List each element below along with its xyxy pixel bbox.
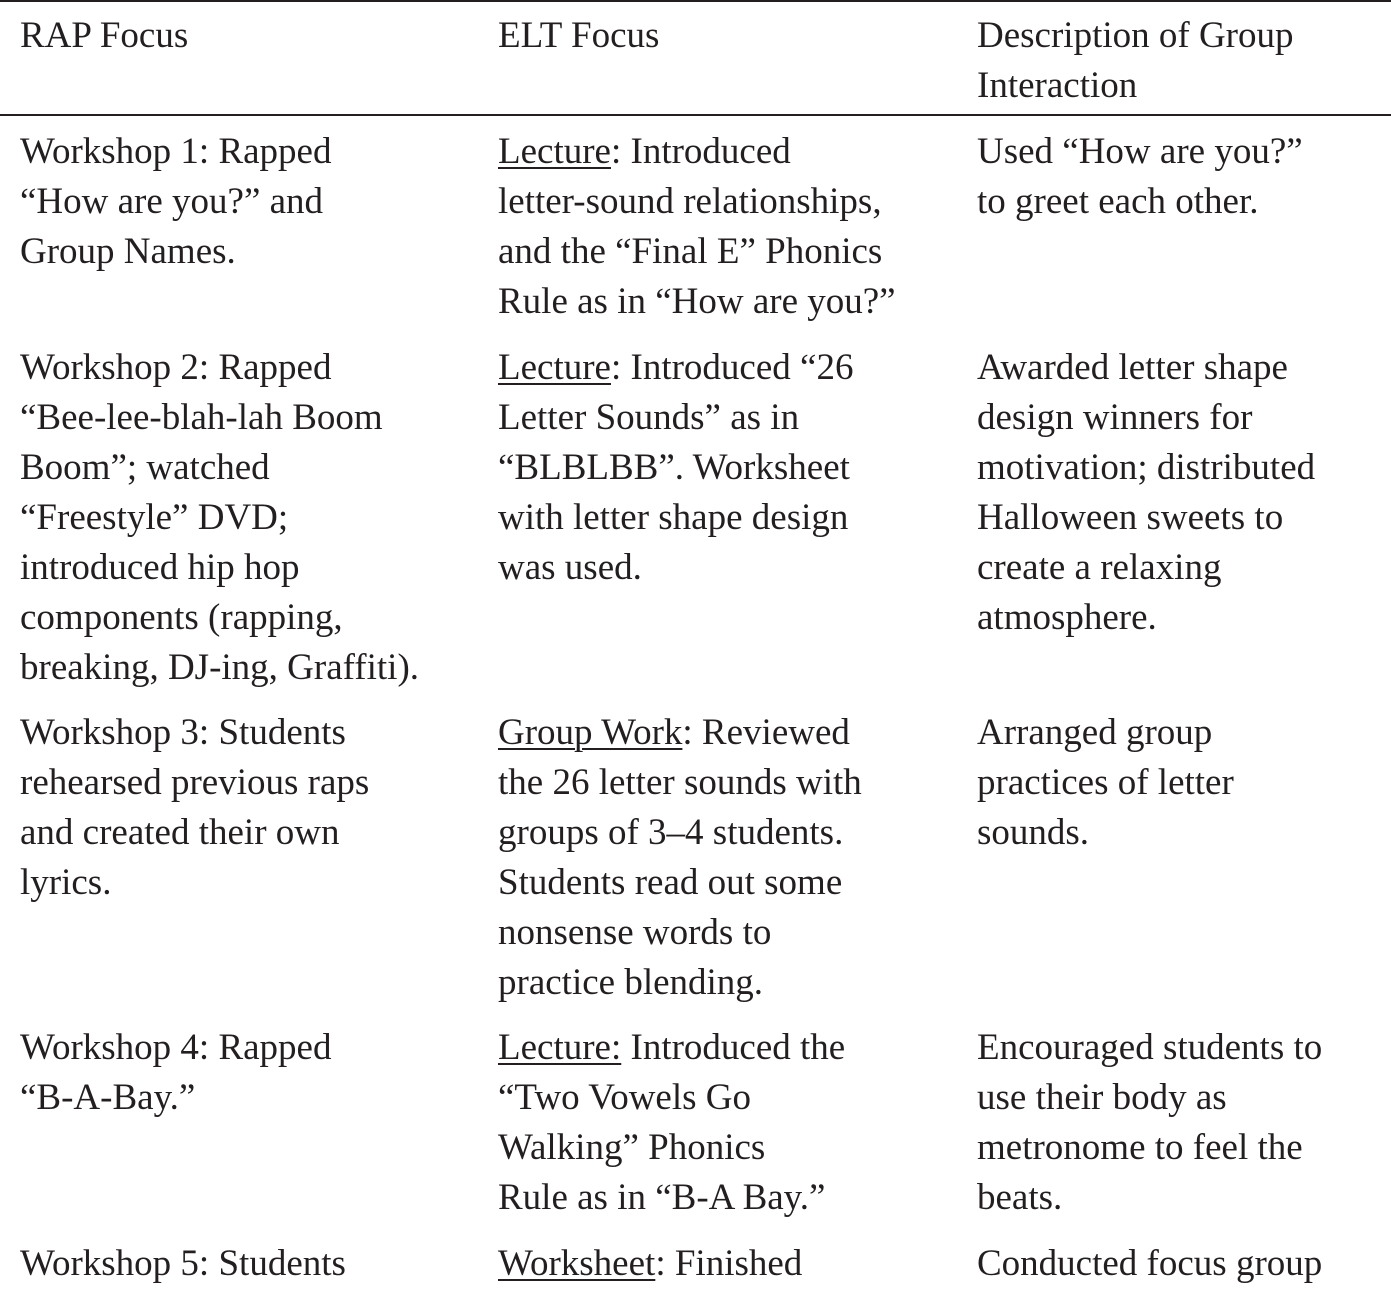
elt-focus-line: with letter shape design <box>498 497 849 538</box>
rap-focus-line: lyrics. <box>20 862 112 903</box>
rap-focus-line: Workshop 5: Students <box>20 1243 346 1284</box>
elt-focus-line: Students read out some <box>498 862 843 903</box>
rap-focus-line: rehearsed previous raps <box>20 762 370 803</box>
group-interaction-line: Arranged group <box>977 712 1213 753</box>
rap-focus-cell <box>20 1239 480 1289</box>
header-rap-focus <box>20 11 480 61</box>
elt-activity-label: Worksheet <box>498 1243 656 1284</box>
elt-focus-cell <box>498 343 958 593</box>
group-interaction-line: practices of letter <box>977 762 1234 803</box>
elt-focus-text: Introduced the <box>621 1027 846 1068</box>
group-interaction-cell <box>977 127 1391 227</box>
elt-focus-line: was used. <box>498 547 642 588</box>
elt-focus-cell <box>498 1239 958 1289</box>
rap-focus-line: Workshop 1: Rapped <box>20 131 332 172</box>
elt-focus-line: “Two Vowels Go <box>498 1077 751 1118</box>
rap-focus-line: breaking, DJ-ing, Graffiti). <box>20 647 420 688</box>
rap-focus-line: Group Names. <box>20 231 236 272</box>
group-interaction-line: design winners for <box>977 397 1253 438</box>
elt-focus-line: the 26 letter sounds with <box>498 762 862 803</box>
elt-focus-line: “BLBLBB”. Worksheet <box>498 447 850 488</box>
elt-focus-cell <box>498 708 958 1008</box>
header-elt-focus-label: ELT Focus <box>498 15 660 56</box>
elt-focus-cell <box>498 1023 958 1223</box>
elt-focus-line: nonsense words to <box>498 912 772 953</box>
rap-focus-line: “How are you?” and <box>20 181 324 222</box>
group-interaction-line: metronome to feel the <box>977 1127 1303 1168</box>
elt-activity-label: Lecture: <box>498 1027 622 1068</box>
group-interaction-line: atmosphere. <box>977 597 1157 638</box>
group-interaction-cell <box>977 343 1391 643</box>
elt-focus-line: groups of 3–4 students. <box>498 812 844 853</box>
elt-activity-label: Group Work <box>498 712 683 753</box>
group-interaction-line: Used “How are you?” <box>977 131 1303 172</box>
rap-focus-line: introduced hip hop <box>20 547 300 588</box>
rap-focus-cell <box>20 708 480 908</box>
group-interaction-line: sounds. <box>977 812 1090 853</box>
rap-focus-line: “Freestyle” DVD; <box>20 497 289 538</box>
elt-focus-line: Rule as in “How are you?” <box>498 281 896 322</box>
group-interaction-line: use their body as <box>977 1077 1227 1118</box>
header-group-interaction <box>977 11 1391 111</box>
elt-focus-line <box>498 127 958 177</box>
elt-activity-label: Lecture <box>498 131 611 172</box>
elt-focus-line <box>498 1023 958 1073</box>
rap-focus-cell <box>20 127 480 277</box>
group-interaction-line: motivation; distributed <box>977 447 1316 488</box>
elt-focus-text: : Introduced <box>610 131 791 172</box>
group-interaction-line: beats. <box>977 1177 1063 1218</box>
group-interaction-line: Awarded letter shape <box>977 347 1288 388</box>
elt-focus-line <box>498 1239 958 1289</box>
elt-focus-line: practice blending. <box>498 962 764 1003</box>
group-interaction-line: to greet each other. <box>977 181 1259 222</box>
rap-focus-line: Workshop 3: Students <box>20 712 346 753</box>
group-interaction-line: Encouraged students to <box>977 1027 1323 1068</box>
elt-focus-line <box>498 343 958 393</box>
elt-focus-line: and the “Final E” Phonics <box>498 231 883 272</box>
elt-focus-text: : Introduced “26 <box>610 347 854 388</box>
group-interaction-line: Halloween sweets to <box>977 497 1284 538</box>
table-top-rule <box>0 0 1391 2</box>
rap-focus-line: and created their own <box>20 812 340 853</box>
header-rap-focus-label: RAP Focus <box>20 15 189 56</box>
header-group-interaction-line: Interaction <box>977 65 1138 106</box>
rap-focus-cell <box>20 343 480 693</box>
elt-focus-line: Rule as in “B-A Bay.” <box>498 1177 826 1218</box>
header-elt-focus <box>498 11 958 61</box>
rap-focus-line: Boom”; watched <box>20 447 270 488</box>
elt-focus-text: : Finished <box>655 1243 803 1284</box>
rap-focus-cell <box>20 1023 480 1123</box>
rap-focus-line: components (rapping, <box>20 597 343 638</box>
group-interaction-cell <box>977 1023 1391 1223</box>
elt-focus-cell <box>498 127 958 327</box>
group-interaction-line: create a relaxing <box>977 547 1222 588</box>
rap-focus-line: “B-A-Bay.” <box>20 1077 196 1118</box>
elt-focus-line <box>498 708 958 758</box>
header-group-interaction-line: Description of Group <box>977 15 1294 56</box>
group-interaction-line: Conducted focus group <box>977 1243 1323 1284</box>
rap-focus-line: Workshop 4: Rapped <box>20 1027 332 1068</box>
rap-focus-line: “Bee-lee-blah-lah Boom <box>20 397 383 438</box>
header-bottom-rule <box>0 114 1391 116</box>
elt-focus-text: : Reviewed <box>682 712 850 753</box>
rap-focus-line: Workshop 2: Rapped <box>20 347 332 388</box>
elt-activity-label: Lecture <box>498 347 611 388</box>
group-interaction-cell <box>977 708 1391 858</box>
elt-focus-line: Letter Sounds” as in <box>498 397 800 438</box>
elt-focus-line: Walking” Phonics <box>498 1127 766 1168</box>
elt-focus-line: letter-sound relationships, <box>498 181 882 222</box>
group-interaction-cell <box>977 1239 1391 1289</box>
